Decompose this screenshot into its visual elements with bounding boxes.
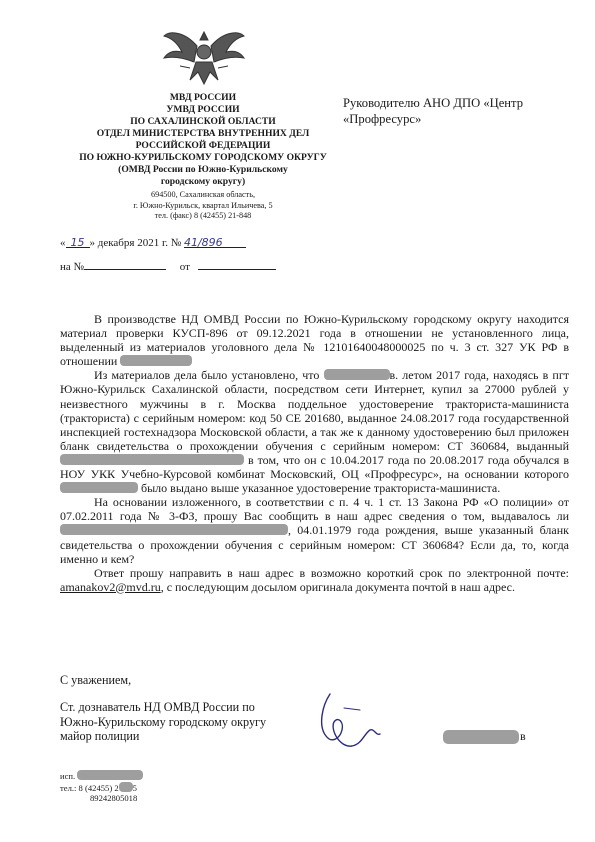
date-line bbox=[60, 236, 246, 249]
executor-line bbox=[60, 770, 143, 782]
address-line: тел. (факс) 8 (42455) 21-848 bbox=[154, 211, 252, 220]
redaction bbox=[120, 355, 192, 366]
executor-footer bbox=[60, 770, 143, 804]
double-headed-eagle-emblem-icon bbox=[160, 22, 248, 86]
signer-line: майор полиции bbox=[60, 729, 140, 743]
redaction bbox=[60, 482, 138, 493]
redaction bbox=[324, 369, 390, 380]
phone-line bbox=[60, 782, 143, 794]
paragraph bbox=[60, 495, 569, 565]
open-quote: « bbox=[60, 237, 66, 249]
paragraph bbox=[60, 368, 569, 495]
mobile-number: 89242805018 bbox=[90, 793, 138, 803]
paragraph bbox=[60, 312, 569, 368]
header-line: ОТДЕЛ МИНИСТЕРСТВА ВНУТРЕННИХ ДЕЛ bbox=[96, 128, 310, 139]
paragraph-text: Из материалов дела было установлено, что bbox=[94, 368, 320, 383]
address-line: г. Южно-Курильск, квартал Ильичева, 5 bbox=[133, 200, 273, 210]
org-address bbox=[60, 190, 346, 222]
address-line: 694500, Сахалинская область, bbox=[151, 190, 255, 199]
redaction bbox=[119, 782, 133, 792]
phone-suffix: 5 bbox=[132, 782, 137, 793]
paragraph-text: было выдано выше указанное удостоверение тракториста-машиниста. bbox=[141, 481, 501, 496]
header-line: МВД РОССИИ bbox=[169, 92, 237, 103]
date-day: 15 bbox=[70, 236, 85, 249]
reference-line bbox=[60, 258, 276, 273]
close-quote: » bbox=[89, 237, 95, 249]
paragraph-text: , 04.01.1979 года рождения, выше указанный бланк свидетельства о прохождении обучения с серийным номером: СТ 360684? Если да, то, когда именно и кем? bbox=[60, 523, 569, 566]
closing: С уважением, bbox=[60, 673, 132, 687]
org-header bbox=[60, 92, 346, 188]
paragraph-text: Ответ прошу направить в наш адрес в возможно короткий срок по электронной почте: bbox=[94, 565, 569, 580]
paragraph-text: в. летом 2017 года, находясь в пгт Южно-Курильск Сахалинской области, посредством сети Интернет, купил за 27000 рублей у неизвестного мужчины в г. Москва поддельное удостоверение тракториста-машиниста (тракториста) с серийным номером: код 50 СЕ 201680, выданное 24.08.2017 года государственной инспекцией гостехнадзора Московской области, а так же к данному удостоверению был приложен бланк свидетельства о прохождении обучения с серийным номером: СТ 360684, выданный bbox=[60, 368, 570, 453]
signature bbox=[300, 686, 410, 756]
paragraph-text: На основании изложенного, в соответствии с п. 4 ч. 1 ст. 13 Закона РФ «О полиции» от 07.02.2011 года № 3-ФЗ, прошу Вас сообщить в наш адрес сведения о том, выдавалось ли bbox=[60, 495, 569, 524]
signer-line: Ст. дознаватель НД ОМВД России по bbox=[60, 700, 255, 714]
email-link[interactable]: amanakov2@mvd.ru bbox=[60, 579, 161, 594]
header-line: УМВД РОССИИ bbox=[166, 104, 240, 115]
letter-body bbox=[60, 312, 569, 594]
paragraph-text: в том, что он с 10.04.2017 года по 20.08.2017 года обучался в НОУ УКК Учебно-Курсовой комбинат Московский, ОЦ «Профресурс», на основании которого bbox=[60, 452, 569, 482]
executor-label: исп. bbox=[60, 771, 76, 781]
doc-number: 41/896 bbox=[183, 236, 223, 249]
header-line: ПО ЮЖНО-КУРИЛЬСКОМУ ГОРОДСКОМУ ОКРУГУ bbox=[79, 152, 327, 163]
paragraph bbox=[60, 566, 569, 594]
signer-line: Южно-Курильскому городскому округу bbox=[60, 714, 267, 729]
phone-prefix: тел.: 8 (42455) 2 bbox=[60, 782, 119, 793]
doc-number-field bbox=[184, 236, 246, 248]
date-month-year: декабря 2021 г. № bbox=[97, 237, 182, 249]
header-line: ПО САХАЛИНСКОЙ ОБЛАСТИ bbox=[130, 116, 276, 127]
ref-number-field bbox=[84, 258, 166, 270]
date-day-field bbox=[66, 236, 90, 248]
paragraph-text: , с последующим досылом оригинала документа почтой в наш адрес. bbox=[160, 579, 515, 594]
header-line: РОССИЙСКОЙ ФЕДЕРАЦИИ bbox=[135, 140, 271, 151]
ref-prefix: на № bbox=[60, 261, 85, 273]
signer-name-suffix: в bbox=[520, 729, 526, 743]
ref-date-field bbox=[198, 258, 276, 270]
signer-name-redaction bbox=[443, 730, 519, 744]
paragraph-text: В производстве НД ОМВД России по Южно-Курильскому городскому округу находится материал проверки КУСП-896 от 09.12.2021 года в отношении не установленного лица, выделенный из материалов уголовного дела № 12101640048000025 по ч. 3 ст. 327 УК РФ в отношении bbox=[60, 312, 569, 369]
header-line: (ОМВД России по Южно-Курильскому bbox=[118, 164, 288, 175]
redaction bbox=[77, 770, 143, 780]
signer-block bbox=[60, 700, 266, 744]
addressee: Руководителю АНО ДПО «Центр «Профресурс» bbox=[343, 96, 523, 126]
redaction bbox=[60, 454, 244, 465]
header-line: городскому округу) bbox=[160, 176, 246, 187]
redaction bbox=[60, 524, 288, 535]
ref-middle: от bbox=[179, 261, 190, 273]
